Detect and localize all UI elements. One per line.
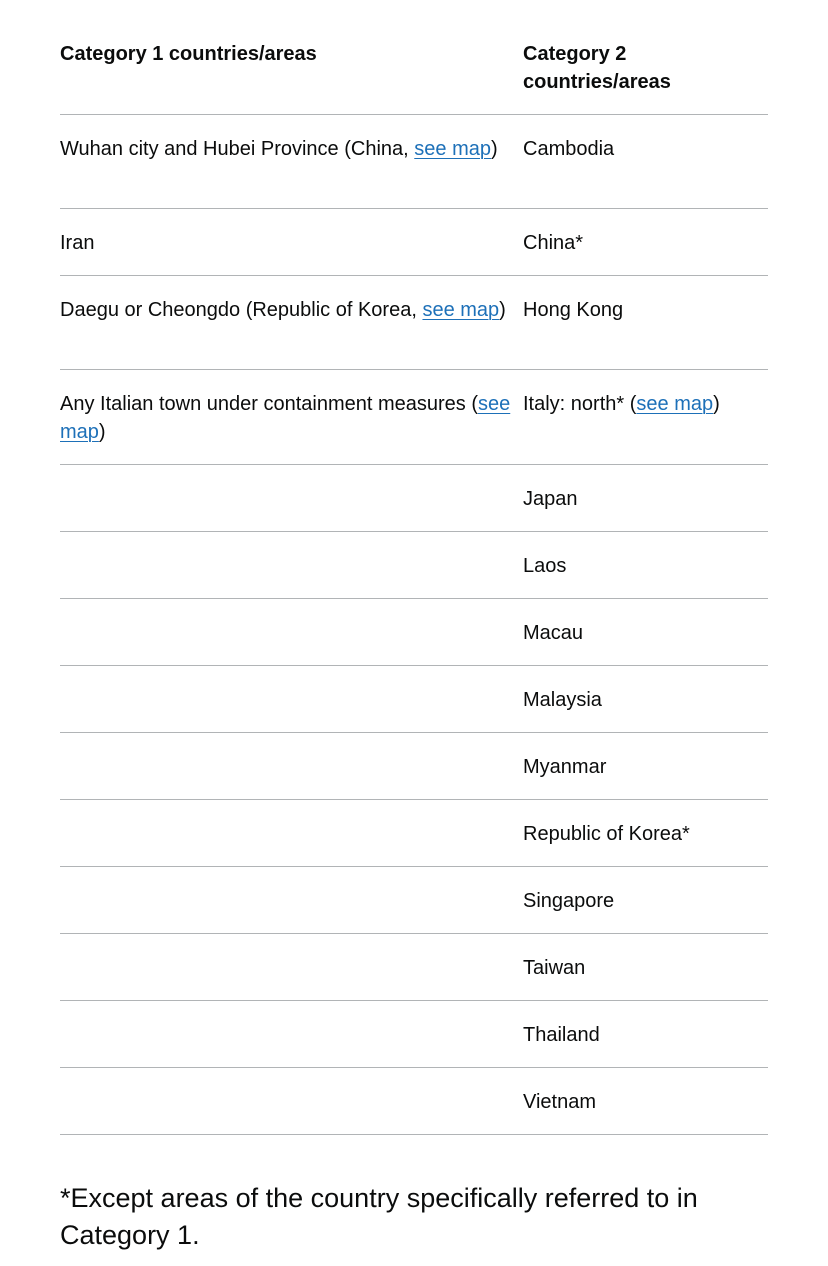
category-1-cell bbox=[60, 209, 523, 276]
category-1-cell bbox=[60, 532, 523, 599]
category-1-cell bbox=[60, 867, 523, 934]
footnote: *Except areas of the country specifically referred to in Category 1. bbox=[60, 1183, 698, 1250]
table-row bbox=[60, 934, 768, 1001]
category-1-header: Category 1 countries/areas bbox=[60, 40, 523, 115]
cell-text: Iran bbox=[60, 232, 95, 254]
category-2-cell bbox=[523, 209, 768, 276]
cell-text: Taiwan bbox=[523, 957, 586, 979]
see-map-link[interactable]: see map bbox=[414, 138, 491, 160]
cell-text: China* bbox=[523, 232, 584, 254]
table-row bbox=[60, 1001, 768, 1068]
cell-text: Singapore bbox=[523, 890, 615, 912]
cell-text: Macau bbox=[523, 622, 584, 644]
table-row bbox=[60, 532, 768, 599]
table-row bbox=[60, 599, 768, 666]
category-1-cell bbox=[60, 733, 523, 800]
category-1-cell bbox=[60, 934, 523, 1001]
cell-text: Thailand bbox=[523, 1024, 600, 1046]
category-1-cell bbox=[60, 1068, 523, 1135]
cell-text-suffix: ) bbox=[490, 138, 498, 160]
table-row bbox=[60, 800, 768, 867]
category-2-header: Category 2 countries/areas bbox=[523, 40, 768, 115]
cell-text: Daegu or Cheongdo (Republic of Korea, bbox=[60, 299, 423, 321]
cell-text-suffix: ) bbox=[499, 299, 506, 321]
cell-text: Cambodia bbox=[523, 138, 615, 160]
see-map-link[interactable]: see map bbox=[60, 393, 511, 443]
cell-text-suffix: ) bbox=[713, 393, 720, 415]
cell-text: Hong Kong bbox=[523, 299, 624, 321]
category-2-cell bbox=[523, 465, 768, 532]
cell-text-suffix: ) bbox=[98, 421, 106, 443]
cell-text: Vietnam bbox=[523, 1091, 597, 1113]
category-2-cell bbox=[523, 867, 768, 934]
category-2-cell bbox=[523, 370, 768, 465]
category-1-cell bbox=[60, 115, 523, 209]
cell-text: Wuhan city and Hubei Province (China, bbox=[60, 138, 415, 160]
cell-text: Japan bbox=[523, 488, 578, 510]
table-row bbox=[60, 370, 768, 465]
table-row bbox=[60, 666, 768, 733]
table-row bbox=[60, 1068, 768, 1135]
category-1-cell bbox=[60, 276, 523, 370]
category-1-cell bbox=[60, 1001, 523, 1068]
content-area bbox=[60, 0, 768, 1135]
category-2-cell bbox=[523, 934, 768, 1001]
category-2-cell bbox=[523, 800, 768, 867]
category-1-cell bbox=[60, 465, 523, 532]
table-row bbox=[60, 115, 768, 209]
category-1-cell bbox=[60, 370, 523, 465]
table-row bbox=[60, 276, 768, 370]
category-2-cell bbox=[523, 1068, 768, 1135]
category-2-cell bbox=[523, 1001, 768, 1068]
category-2-cell bbox=[523, 532, 768, 599]
cell-text: Laos bbox=[523, 555, 567, 577]
see-map-link[interactable]: see map bbox=[636, 393, 714, 415]
cell-text: Italy: north* ( bbox=[523, 393, 637, 415]
countries-table bbox=[60, 40, 768, 1135]
category-2-cell bbox=[523, 115, 768, 209]
table-row bbox=[60, 867, 768, 934]
category-1-cell bbox=[60, 599, 523, 666]
category-2-cell bbox=[523, 276, 768, 370]
category-1-cell bbox=[60, 666, 523, 733]
table-header-row bbox=[60, 40, 768, 115]
cell-text: Any Italian town under containment measures ( bbox=[60, 393, 478, 415]
table-row bbox=[60, 465, 768, 532]
table-row bbox=[60, 209, 768, 276]
table-row bbox=[60, 733, 768, 800]
category-2-cell bbox=[523, 599, 768, 666]
cell-text: Malaysia bbox=[523, 689, 602, 711]
cell-text: Myanmar bbox=[523, 756, 607, 778]
category-1-cell bbox=[60, 800, 523, 867]
see-map-link[interactable]: see map bbox=[422, 299, 500, 321]
category-2-cell bbox=[523, 666, 768, 733]
cell-text: Republic of Korea* bbox=[523, 823, 690, 845]
category-2-cell bbox=[523, 733, 768, 800]
